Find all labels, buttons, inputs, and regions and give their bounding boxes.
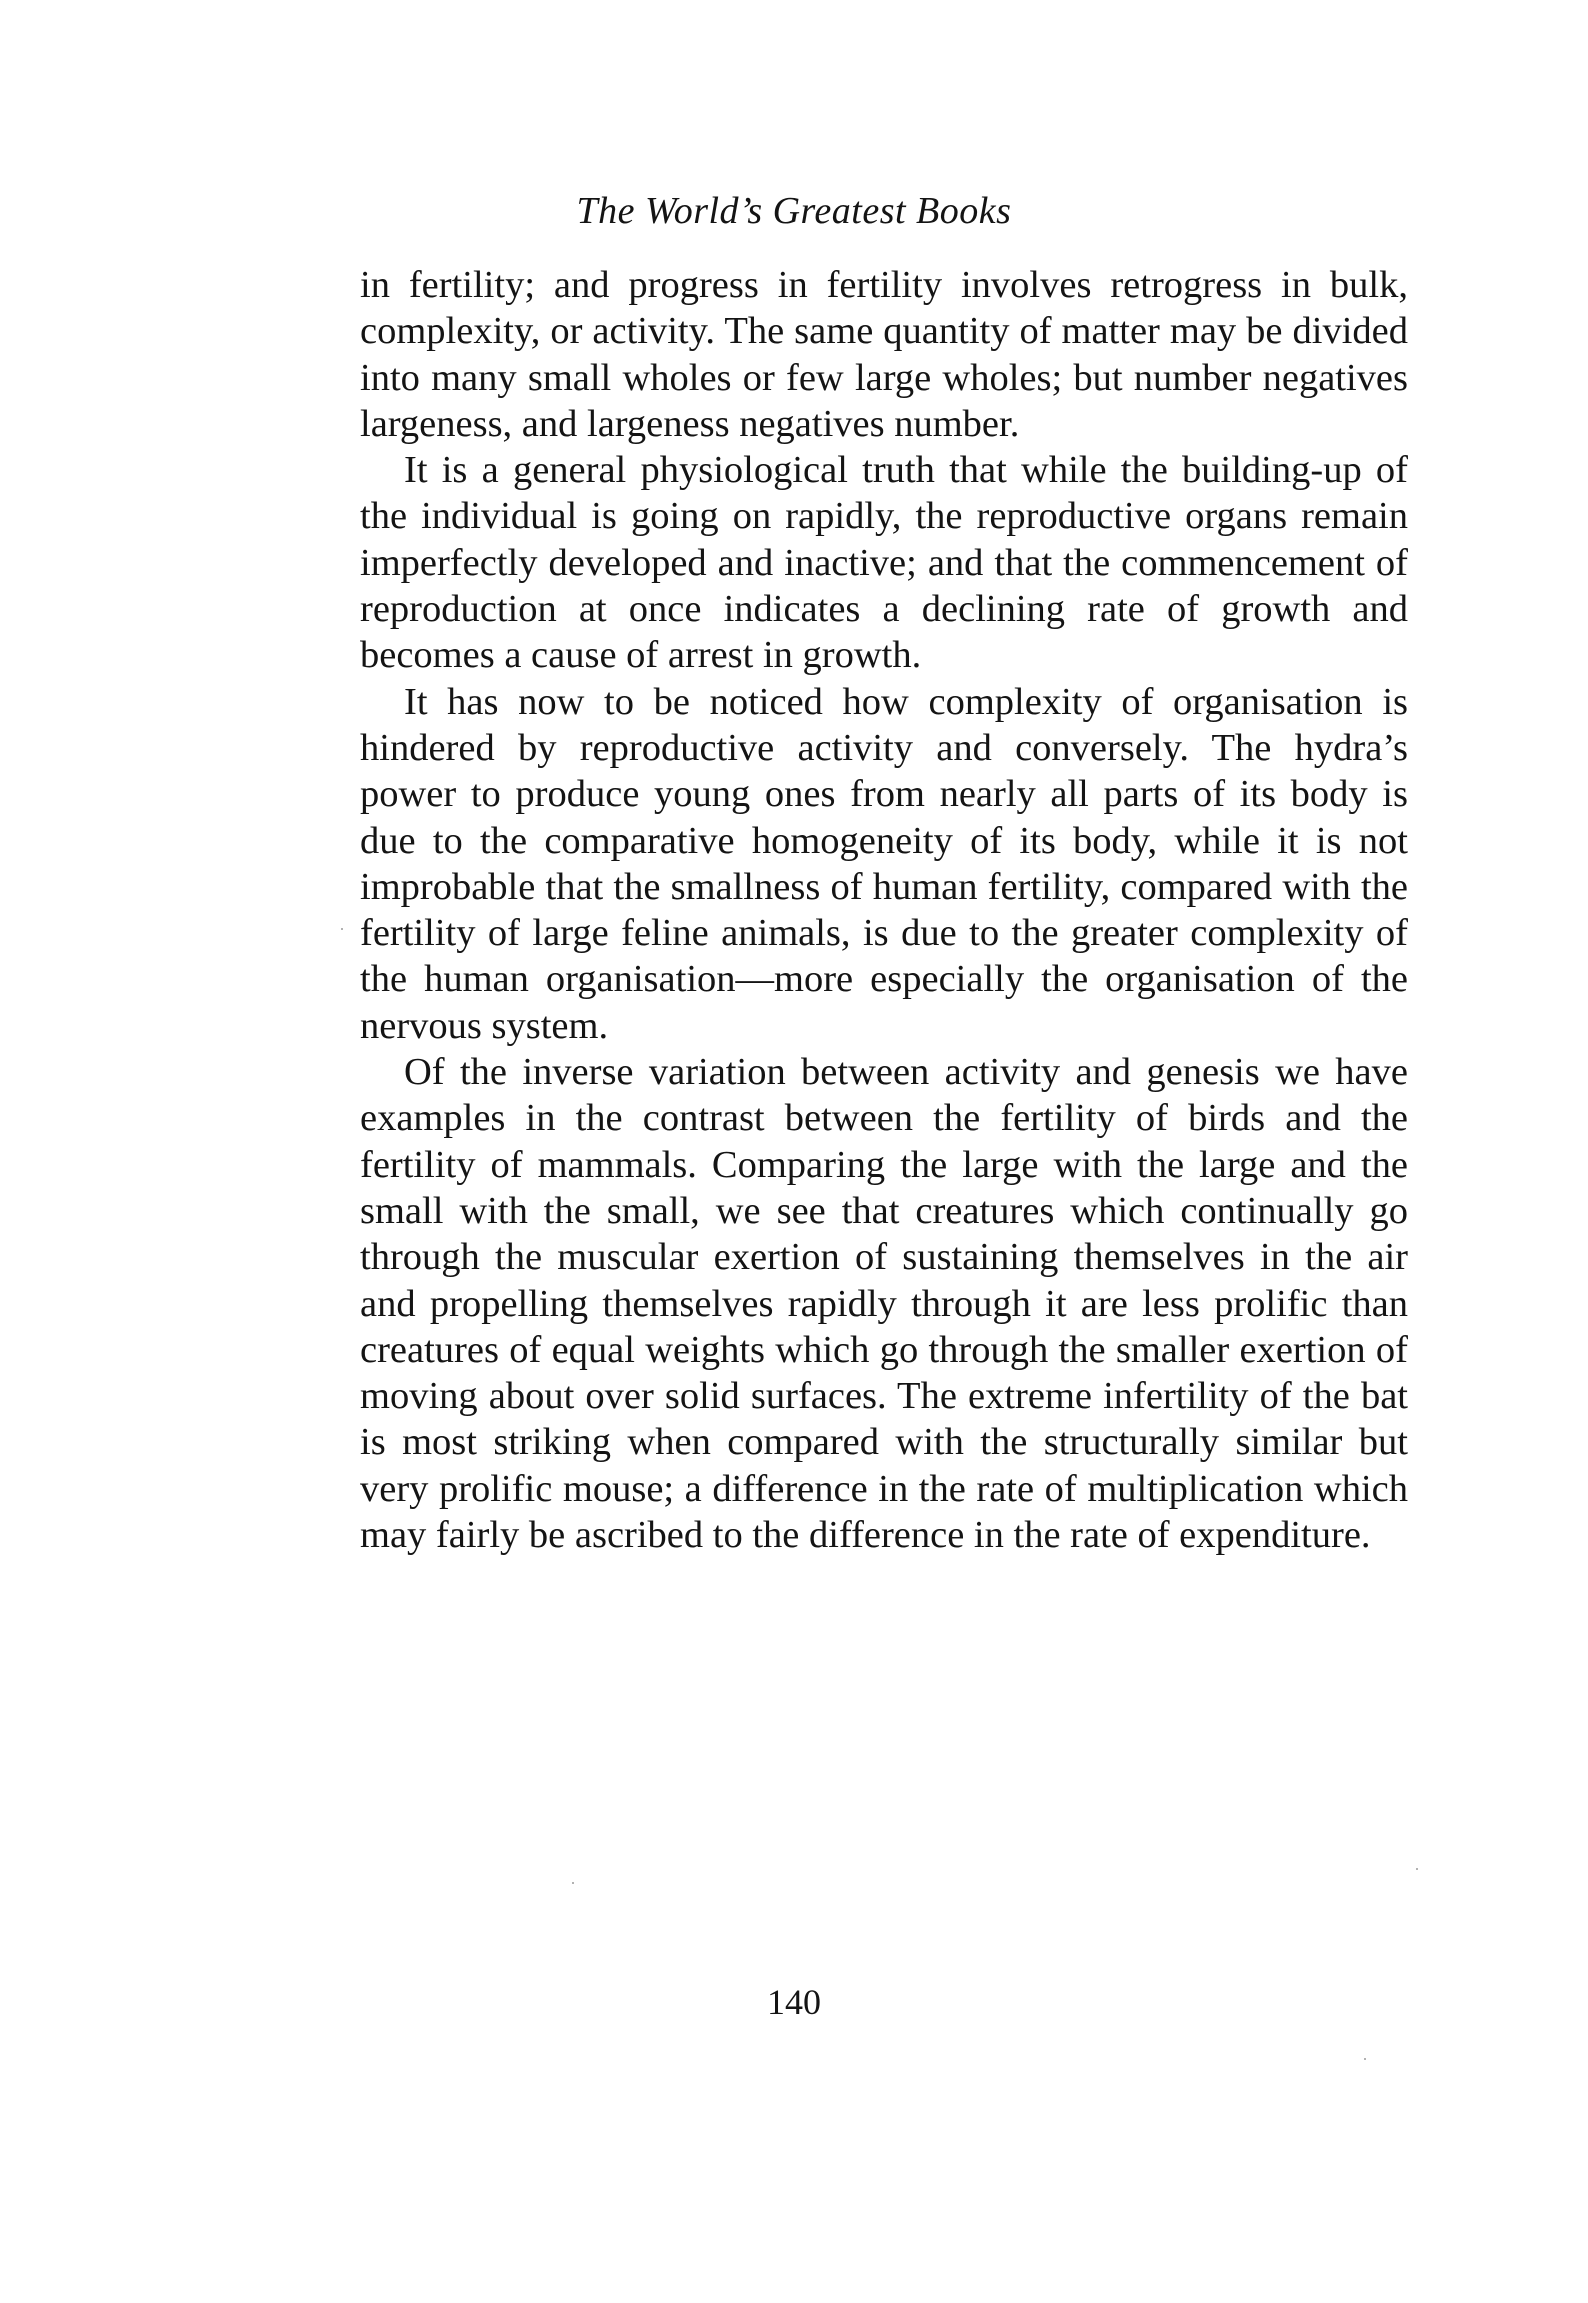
paragraph: It is a general physiological truth that while the building-up of the individual is going on rapidly, the reproductive organs remain imperfectly developed and inactive; and that the commencement of reproduction at once indicates a declining rate of growth and becomes a cause of arrest in growth. xyxy=(360,449,1408,677)
scan-speck xyxy=(572,1882,574,1884)
paragraph: Of the inverse variation between activity and genesis we have examples in the contrast between the fertility of birds and the fertility of mammals. Comparing the large with the large and the small with the small, we see that creatures which continually go through the muscular exertion of sustaining themselves in the air and propelling themselves rapidly through it are less prolific than creatures of equal weights which go through the smaller exertion of moving about over solid surfaces. The extreme infertility of the bat is most striking when compared with the structurally similar but very prolific mouse; a difference in the rate of multiplication which may fairly be ascribed to the difference in the rate of expenditure. xyxy=(360,1051,1408,1557)
page-number: 140 xyxy=(767,1982,821,2022)
paragraph: It has now to be noticed how complexity of organisation is hindered by reproductive activity and conversely. The hydra’s power to produce young ones from nearly all parts of its body is due to the comparative homogeneity of its body, while it is not improbable that the smallness of human fertility, compared with the fertility of large feline animals, is due to the greater complexity of the human organisation—more especially the organisation of the nervous system. xyxy=(360,680,1408,1047)
body-text xyxy=(360,262,1408,1558)
scan-speck xyxy=(1364,2058,1366,2060)
scan-speck xyxy=(341,928,343,930)
scan-speck xyxy=(1416,1868,1418,1870)
running-title: The World’s Greatest Books xyxy=(576,190,1012,232)
paragraph-continuation: in fertility; and progress in fertility involves retrogress in bulk, complexity, or activity. The same quantity of matter may be divided into many small wholes or few large wholes; but number negatives largeness, and largeness negatives number. xyxy=(360,264,1408,445)
